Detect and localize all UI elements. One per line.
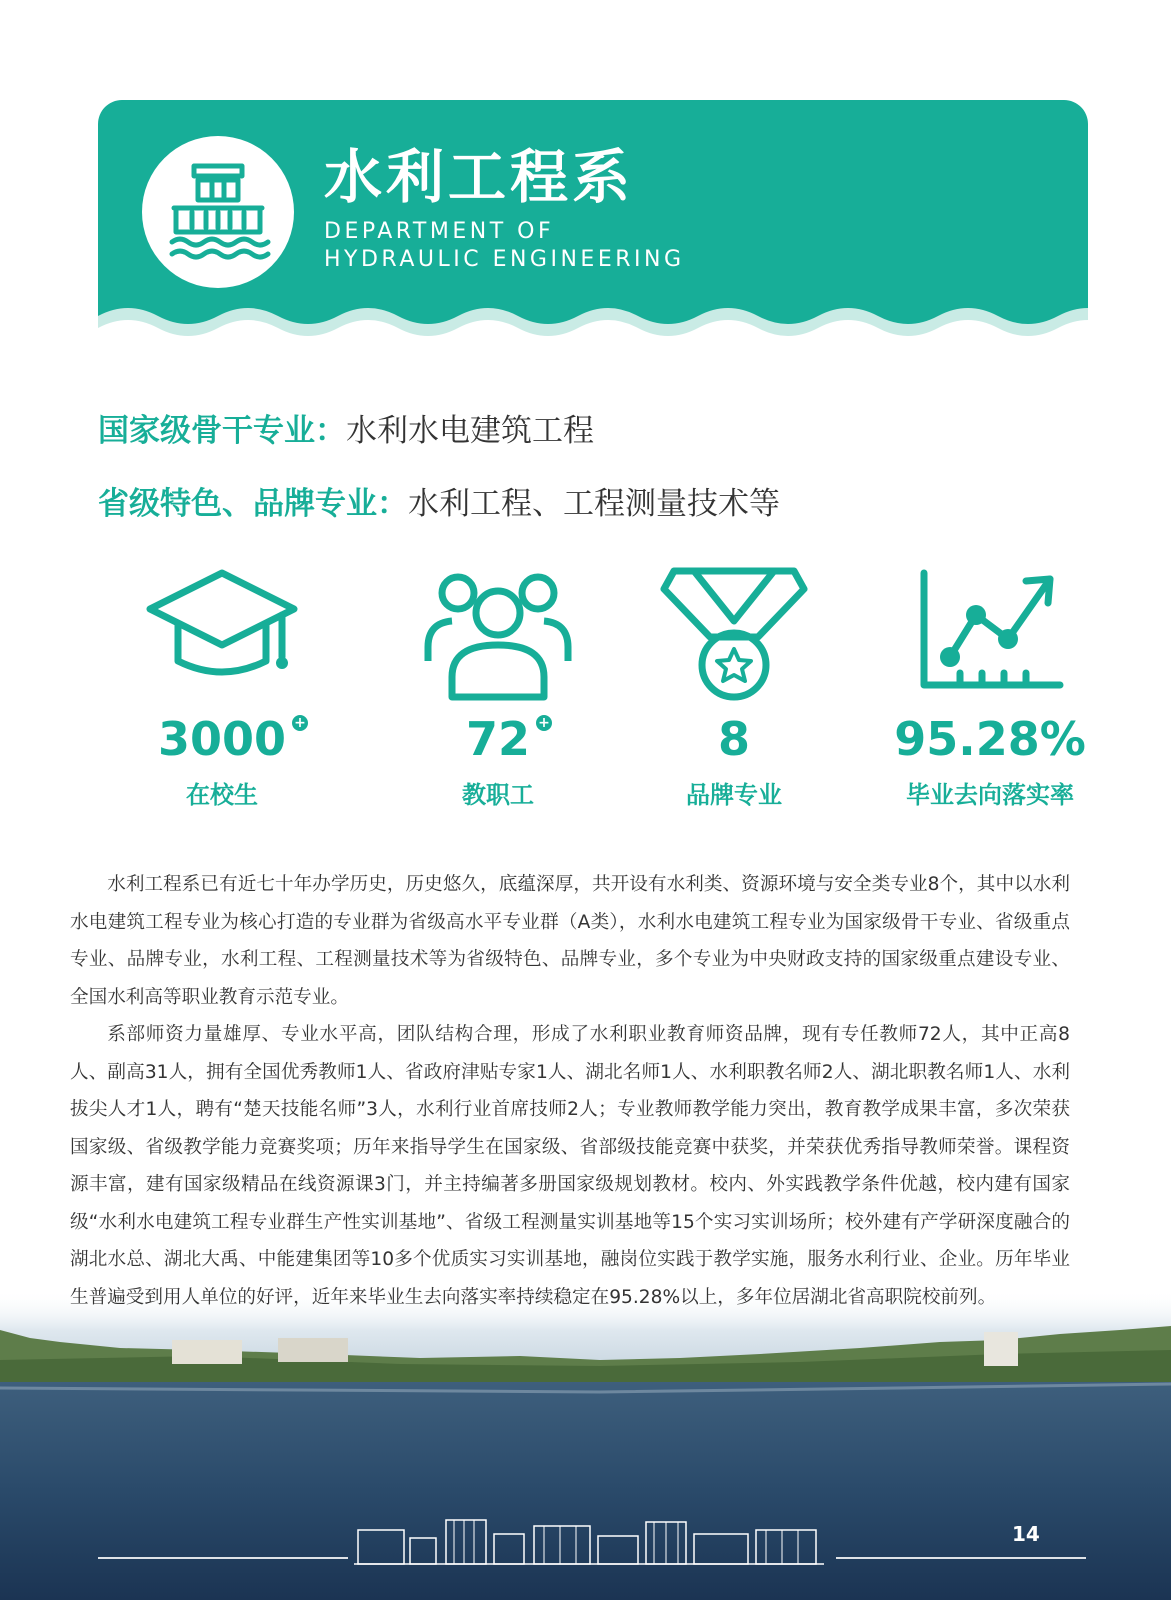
graduation-cap-icon	[142, 565, 302, 705]
description-paragraph-1: 水利工程系已有近七十年办学历史，历史悠久，底蕴深厚，共开设有水利类、资源环境与安全类专业8个，其中以水利水电建筑工程专业为核心打造的专业群为省级高水平专业群（A类），水利水电建筑工程专业为国家级骨干专业、省级重点专业、品牌专业，水利工程、工程测量技术等为省级特色、品牌专业，多个专业为中央财政支持的国家级重点建设专业、全国水利高等职业教育示范专业。	[70, 874, 1070, 1008]
department-title: 水利工程系	[324, 143, 635, 211]
department-english-name	[324, 218, 685, 274]
stat-staff-value: 72 +	[466, 713, 530, 765]
stat-employment-rate-label: 毕业去向落实率	[906, 781, 1074, 809]
national-major-value: 水利水电建筑工程	[346, 413, 594, 449]
department-logo	[142, 136, 294, 288]
stat-brand-majors-label: 品牌专业	[686, 781, 782, 809]
people-group-icon	[418, 565, 578, 705]
department-banner	[98, 100, 1088, 340]
growth-chart-icon	[910, 565, 1070, 705]
national-backbone-major	[98, 405, 594, 450]
provincial-major-value: 水利工程、工程测量技术等	[408, 486, 780, 522]
national-major-label: 国家级骨干专业：	[98, 413, 346, 449]
page-number: 14	[1012, 1522, 1040, 1546]
stat-staff	[378, 565, 618, 810]
hydraulic-gate-icon	[164, 158, 272, 266]
stat-brand-majors	[614, 565, 854, 810]
stat-students-label: 在校生	[186, 781, 258, 809]
stat-employment-rate	[860, 565, 1120, 810]
stat-employment-rate-value: 95.28%	[894, 712, 1086, 766]
footer-line-left	[98, 1557, 348, 1559]
provincial-major-label: 省级特色、品牌专业：	[98, 486, 408, 522]
department-description	[70, 866, 1070, 1316]
stat-students	[102, 565, 342, 810]
banner-wave-decoration	[98, 280, 1088, 340]
stat-students-value: 3000 +	[158, 713, 286, 765]
stat-brand-majors-value: 8	[717, 712, 750, 766]
stat-staff-label: 教职工	[462, 781, 534, 809]
english-name-line-2: HYDRAULIC ENGINEERING	[324, 247, 685, 272]
plus-icon: +	[536, 715, 552, 731]
provincial-brand-major	[98, 478, 780, 523]
footer-line-right	[836, 1557, 1086, 1559]
campus-skyline-illustration	[354, 1508, 824, 1568]
medal-icon	[654, 565, 814, 705]
description-paragraph-2: 系部师资力量雄厚、专业水平高，团队结构合理，形成了水利职业教育师资品牌，现有专任教师72人，其中正高8人、副高31人，拥有全国优秀教师1人、省政府津贴专家1人、湖北名师1人、水利职教名师2人、湖北职教名师1人、水利拔尖人才1人，聘有“楚天技能名师”3人，水利行业首席技师2人；专业教师教学能力突出，教育教学成果丰富，多次荣获国家级、省级教学能力竞赛奖项；历年来指导学生在国家级、省部级技能竞赛中获奖，并荣获优秀指导教师荣誉。课程资源丰富，建有国家级精品在线资源课3门，并主持编著多册国家级规划教材。校内、外实践教学条件优越，校内建有国家级“水利水电建筑工程专业群生产性实训基地”、省级工程测量实训基地等15个实习实训场所；校外建有产学研深度融合的湖北水总、湖北大禹、中能建集团等10多个优质实习实训基地，融岗位实践于教学实施，服务水利行业、企业。历年毕业生普遍受到用人单位的好评，近年来毕业生去向落实率持续稳定在95.28%以上，多年位居湖北省高职院校前列。	[70, 1024, 1070, 1308]
plus-icon: +	[292, 715, 308, 731]
english-name-line-1: DEPARTMENT OF	[324, 219, 555, 244]
